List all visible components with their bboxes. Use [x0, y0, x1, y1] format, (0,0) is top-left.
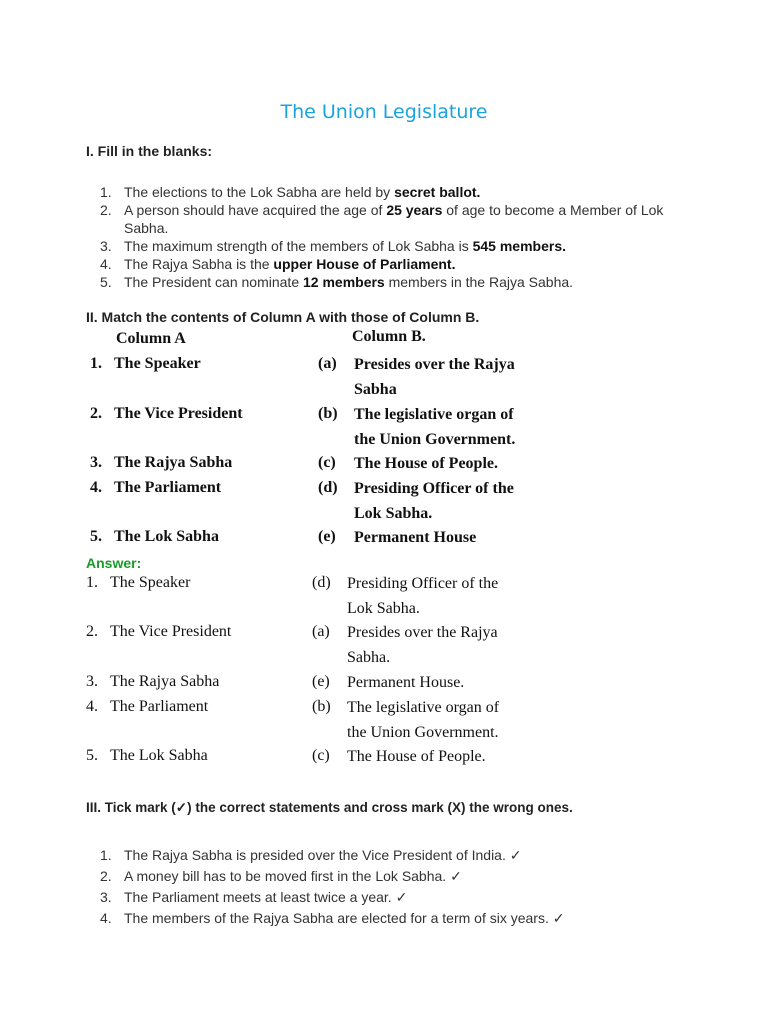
item-text: The maximum strength of the members of Lok Sabha is: [124, 238, 473, 254]
item-text: A person should have acquired the age of: [124, 202, 387, 218]
item-text: The elections to the Lok Sabha are held by: [124, 184, 395, 200]
section-2-heading: II. Match the contents of Column A with those of Column B.: [86, 309, 480, 325]
answer-table: [86, 574, 546, 774]
column-b-cell-cont: the Union Government.: [347, 724, 499, 741]
column-b-cell: Presides over the Rajya: [354, 356, 515, 373]
list-item: [86, 201, 686, 237]
row-letter: (d): [312, 574, 331, 591]
row-letter: (e): [312, 673, 330, 690]
section-1-heading: I. Fill in the blanks:: [86, 143, 213, 159]
column-b-cell: Presides over the Rajya: [347, 624, 498, 641]
tick-list: [86, 845, 686, 929]
item-answer: 545 members.: [472, 238, 567, 254]
column-a-cell: The Parliament: [110, 698, 209, 715]
column-b-cell-cont: Lok Sabha.: [347, 600, 420, 617]
row-letter: (d): [318, 479, 338, 496]
row-letter: (c): [312, 747, 330, 764]
column-b-cell: Permanent House.: [347, 674, 465, 691]
row-letter: (c): [318, 454, 336, 471]
row-letter: (a): [312, 623, 330, 640]
column-b-cell: Permanent House: [354, 529, 477, 546]
fill-blanks-list: [86, 183, 686, 291]
row-number: 2.: [90, 405, 102, 422]
row-number: 5.: [90, 528, 102, 545]
column-b-cell: The House of People.: [354, 455, 498, 472]
column-b-cell: The legislative organ of: [347, 699, 500, 716]
match-table: [90, 330, 550, 550]
column-a-cell: The Speaker: [114, 355, 201, 372]
column-a-cell: The Rajya Sabha: [110, 673, 220, 690]
column-b-cell: The legislative organ of: [354, 406, 514, 423]
column-a-cell: The Parliament: [114, 479, 222, 496]
column-b-cell: Presiding Officer of the: [354, 480, 514, 497]
row-number: 1.: [90, 355, 102, 372]
column-b-cell-cont: Lok Sabha.: [354, 505, 433, 522]
column-a-cell: The Lok Sabha: [114, 528, 219, 545]
row-number: 3.: [90, 454, 102, 471]
item-answer: upper House of Parliament.: [273, 256, 456, 272]
column-b-header: Column B.: [352, 328, 426, 345]
item-number: 1.: [100, 184, 112, 200]
item-number: 4.: [100, 910, 112, 926]
row-number: 2.: [86, 623, 98, 640]
item-answer: 25 years: [386, 202, 443, 218]
item-number: 3.: [100, 889, 112, 905]
list-item: [86, 237, 686, 255]
section-3-heading: III. Tick mark (✓) the correct statements and cross mark (X) the wrong ones.: [86, 800, 573, 815]
item-number: 3.: [100, 238, 112, 254]
row-letter: (b): [312, 698, 331, 715]
column-a-cell: The Vice President: [110, 623, 232, 640]
list-item: [86, 183, 686, 201]
row-number: 1.: [86, 574, 98, 591]
list-item: [86, 273, 686, 291]
column-a-cell: The Lok Sabha: [110, 747, 208, 764]
item-number: 2.: [100, 202, 112, 218]
column-a-cell: The Rajya Sabha: [114, 454, 233, 471]
item-text: members in the Rajya Sabha.: [384, 274, 574, 290]
page-title: The Union Legislature: [280, 101, 488, 123]
item-text: The Rajya Sabha is presided over the Vice President of India. ✓: [124, 847, 522, 863]
item-text: The Rajya Sabha is the: [124, 256, 274, 272]
list-item: [86, 866, 686, 887]
row-letter: (a): [318, 355, 337, 372]
answer-label: Answer:: [86, 555, 142, 571]
list-item: [86, 887, 686, 908]
row-number: 3.: [86, 673, 98, 690]
row-number: 4.: [86, 698, 98, 715]
item-number: 4.: [100, 256, 112, 272]
item-text: The Parliament meets at least twice a year. ✓: [124, 889, 408, 905]
row-number: 5.: [86, 747, 98, 764]
item-text: The President can nominate: [124, 274, 303, 290]
column-b-cell-cont: Sabha: [354, 381, 397, 398]
item-number: 2.: [100, 868, 112, 884]
item-number: 1.: [100, 847, 112, 863]
row-letter: (b): [318, 405, 338, 422]
item-text: The members of the Rajya Sabha are elected for a term of six years. ✓: [124, 910, 565, 926]
column-a-cell: The Vice President: [114, 405, 243, 422]
column-b-cell-cont: the Union Government.: [354, 431, 516, 448]
row-letter: (e): [318, 528, 336, 545]
list-item: [86, 255, 686, 273]
column-b-cell-cont: Sabha.: [347, 649, 391, 666]
column-b-cell: Presiding Officer of the: [347, 575, 499, 592]
list-item: [86, 845, 686, 866]
item-answer: 12 members: [303, 274, 385, 290]
item-number: 5.: [100, 274, 112, 290]
column-a-cell: The Speaker: [110, 574, 191, 591]
column-a-header: Column A: [116, 330, 186, 347]
item-text: of age to become a Member of Lok Sabha.: [124, 202, 664, 236]
column-b-cell: The House of People.: [347, 748, 486, 765]
item-answer: secret ballot.: [394, 184, 481, 200]
row-number: 4.: [90, 479, 102, 496]
list-item: [86, 908, 686, 929]
item-text: A money bill has to be moved first in the Lok Sabha. ✓: [124, 868, 462, 884]
